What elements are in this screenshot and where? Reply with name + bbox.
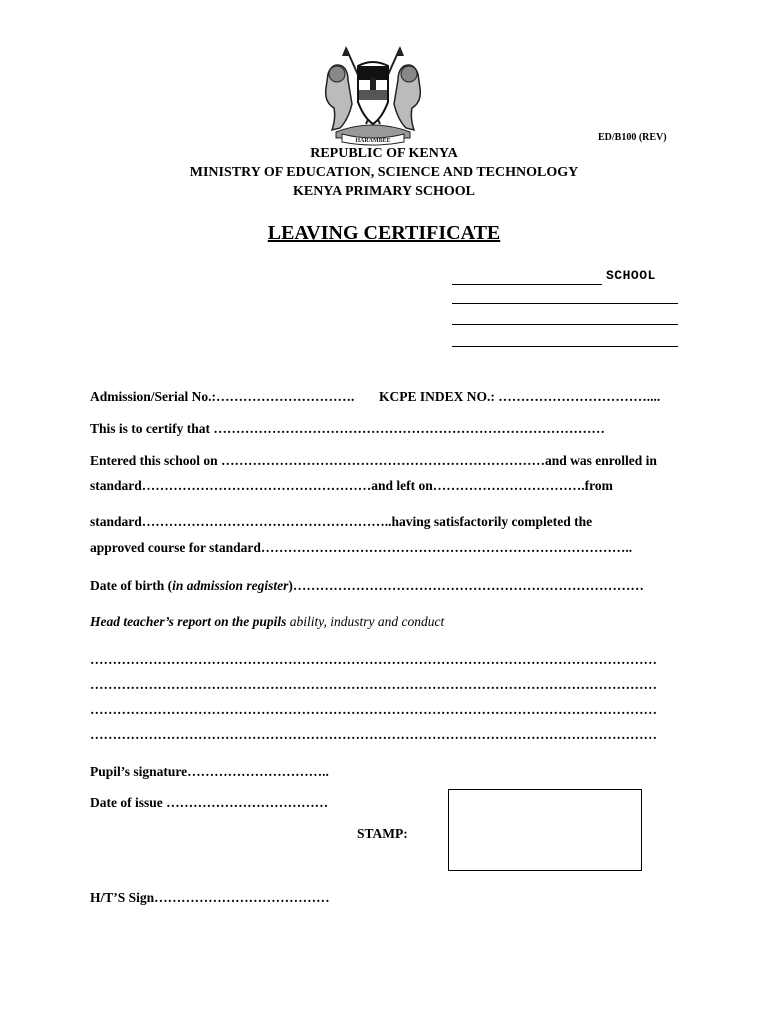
page-title (0, 222, 768, 245)
republic-heading: REPUBLIC OF KENYA (310, 146, 458, 161)
school-address-line-2[interactable] (452, 324, 678, 325)
dob-suffix: )…………………………………………………………………… (288, 578, 644, 593)
report-line-3[interactable]: ……………………………………………………………………………………………………………… (90, 702, 657, 717)
kcpe-index-field[interactable]: KCPE INDEX NO.: …………………………….... (379, 389, 661, 404)
certify-name-field[interactable]: This is to certify that …………………………………………………………………………… (90, 421, 605, 436)
head-teacher-sign-field[interactable]: H/T’S Sign………………………………… (90, 890, 330, 905)
report-heading (90, 614, 444, 630)
report-line-4[interactable]: ……………………………………………………………………………………………………………… (90, 727, 657, 742)
report-heading-rest: ability, industry and conduct (286, 614, 445, 629)
date-of-birth-field[interactable] (90, 578, 644, 594)
standard-completed-field[interactable]: standard………………………………………………..having satisfactorily completed the (90, 514, 593, 529)
report-line-2[interactable]: ……………………………………………………………………………………………………………… (90, 677, 657, 692)
standard-left-field[interactable]: standard……………………………………………and left on…………………………….from (90, 478, 613, 493)
date-of-issue-field[interactable]: Date of issue ……………………………… (90, 795, 329, 810)
emblem-motto: HARAMBEE (355, 138, 391, 144)
ministry-heading: MINISTRY OF EDUCATION, SCIENCE AND TECHNOLOGY (189, 165, 579, 180)
admission-serial-field[interactable]: Admission/Serial No.:…………………………. (90, 389, 355, 404)
dob-italic: in admission register (172, 578, 289, 593)
report-line-1[interactable]: ……………………………………………………………………………………………………………… (90, 652, 657, 667)
coat-of-arms-emblem (318, 44, 428, 146)
school-address-line-3[interactable] (452, 346, 678, 347)
school-type-heading: KENYA PRIMARY SCHOOL (292, 184, 476, 199)
approved-course-field[interactable]: approved course for standard……………………………………………………………………….. (90, 540, 633, 555)
entered-school-field[interactable]: Entered this school on ………………………………………………………………and was enrolled in (90, 453, 657, 468)
school-address-line-1[interactable] (452, 303, 678, 304)
form-code: ED/B100 (REV) (598, 132, 667, 143)
stamp-label: STAMP: (357, 826, 408, 841)
school-label: SCHOOL (606, 268, 656, 283)
page-title-text: LEAVING CERTIFICATE (267, 222, 501, 244)
report-heading-bold: Head teacher’s report on the pupils (90, 614, 287, 629)
school-name-line[interactable] (452, 284, 602, 285)
pupil-signature-field[interactable]: Pupil’s signature………………………….. (90, 764, 329, 779)
stamp-box (448, 789, 642, 871)
dob-prefix: Date of birth ( (90, 578, 173, 593)
